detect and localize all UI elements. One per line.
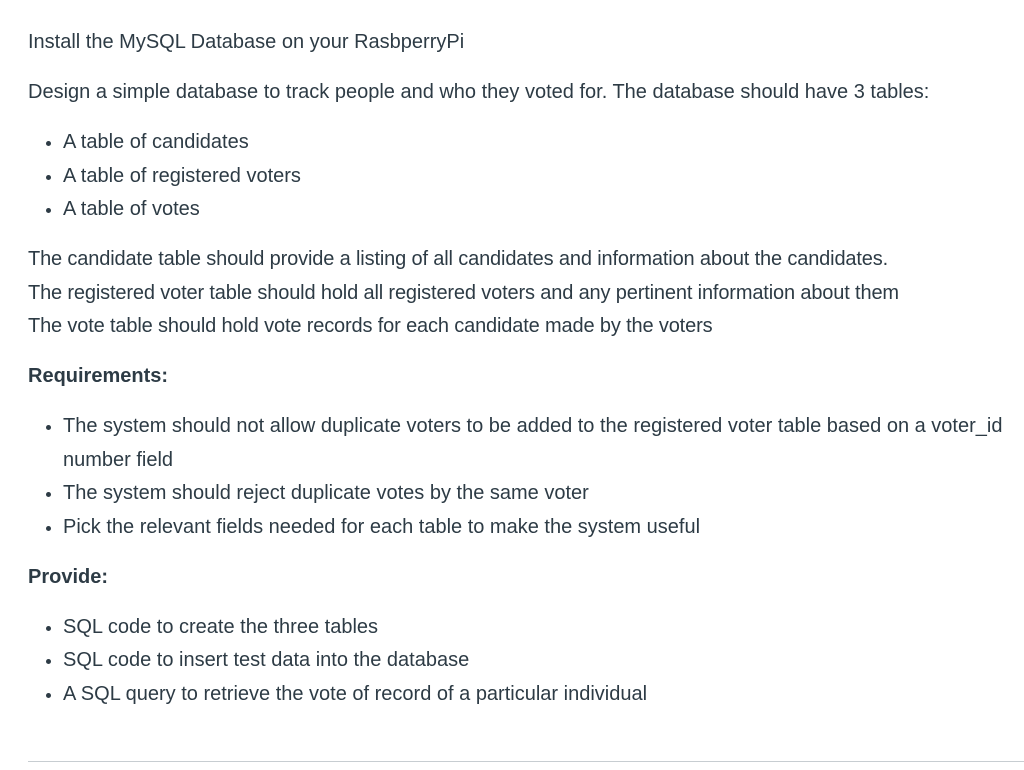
requirements-list bbox=[28, 410, 1024, 544]
list-item: • A table of registered voters bbox=[63, 160, 1024, 194]
description-line: The registered voter table should hold all registered voters and any pertinent information about them bbox=[28, 281, 899, 304]
list-item: • A SQL query to retrieve the vote of record of a particular individual bbox=[63, 678, 1024, 712]
list-item: • A table of votes bbox=[63, 193, 1024, 227]
list-item: • SQL code to create the three tables bbox=[63, 611, 1024, 645]
requirements-heading: Requirements: bbox=[28, 365, 169, 387]
description-line: The candidate table should provide a listing of all candidates and information about the candidates. bbox=[28, 248, 889, 270]
description-paragraph bbox=[28, 243, 1024, 344]
provide-list bbox=[28, 611, 1024, 712]
list-item: • Pick the relevant fields needed for each table to make the system useful bbox=[63, 511, 1024, 545]
bottom-divider bbox=[28, 761, 1024, 762]
tables-list bbox=[28, 126, 1024, 227]
list-item: • SQL code to insert test data into the database bbox=[63, 644, 1024, 678]
description-line: The vote table should hold vote records for each candidate made by the voters bbox=[28, 315, 713, 337]
list-item: • The system should reject duplicate votes by the same voter bbox=[63, 477, 1024, 511]
assignment-title: Install the MySQL Database on your RasbperryPi bbox=[28, 31, 465, 53]
provide-heading: Provide: bbox=[28, 565, 109, 588]
list-item: • The system should not allow duplicate voters to be added to the registered voter table based on a voter_id number field bbox=[63, 410, 1013, 477]
intro-text: Design a simple database to track people and who they voted for. The database should have 3 tables: bbox=[28, 81, 930, 103]
list-item: • A table of candidates bbox=[63, 126, 1024, 160]
